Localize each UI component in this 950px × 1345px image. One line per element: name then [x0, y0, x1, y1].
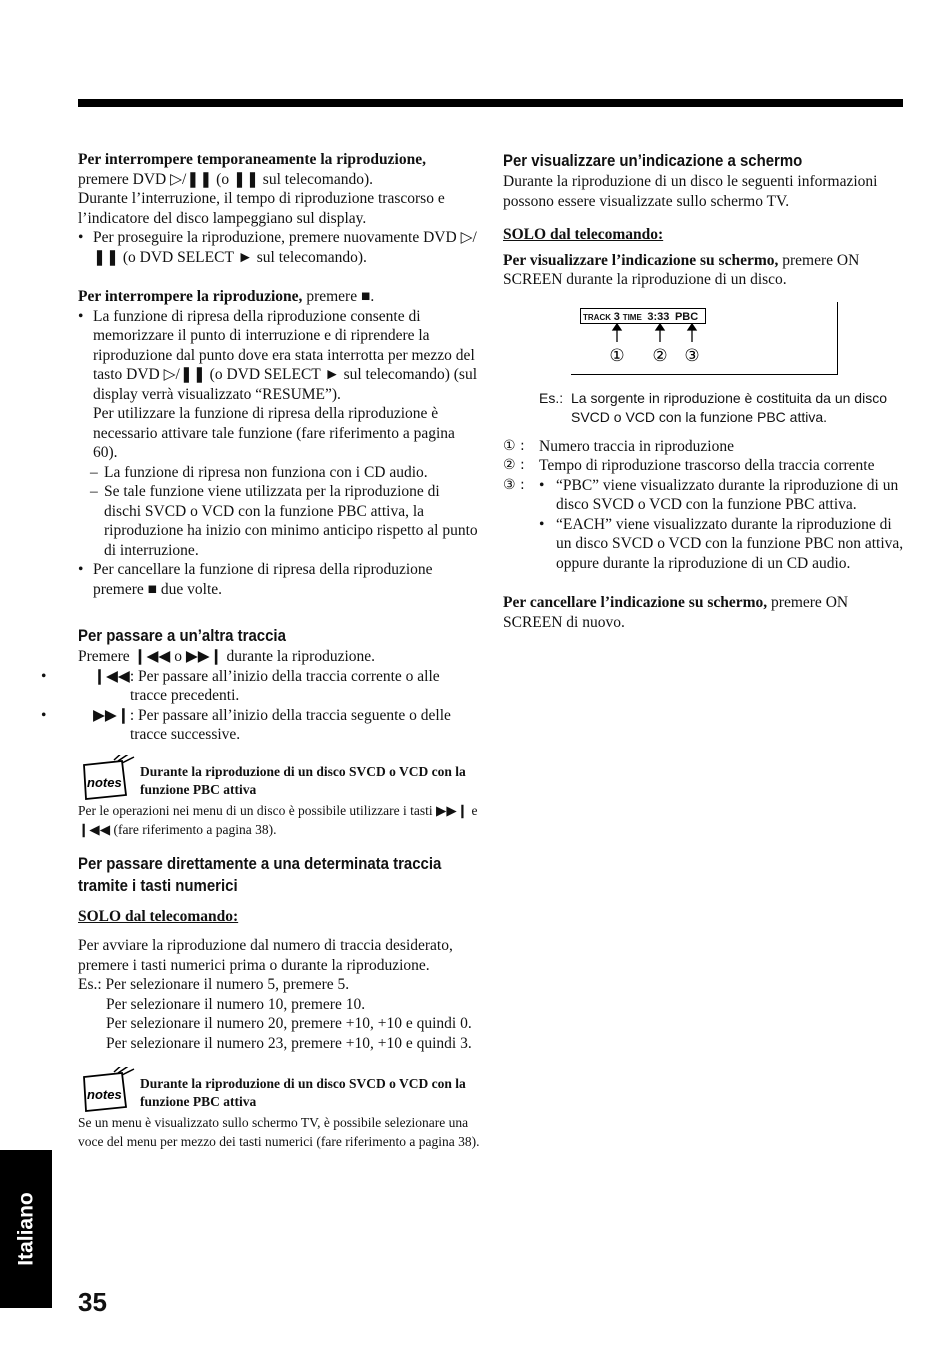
language-side-tab: [0, 1150, 52, 1308]
onscreen-instruction: [503, 251, 905, 290]
pause-line: premere DVD ▷/❚❚ (o ❚❚ sul telecomando).: [78, 170, 373, 188]
notes-icon-label: notes: [87, 1087, 122, 1102]
stop-heading: Per interrompere la riproduzione,: [78, 288, 303, 305]
resume-dash-1: – La funzione di ripresa non funziona con i CD audio.: [90, 463, 428, 481]
section-title-track: Per passare a un’altra traccia: [78, 626, 286, 645]
direct-es-2: Per selezionare il numero 10, premere 10.: [106, 995, 366, 1013]
pause-heading: Per interrompere temporaneamente la riproduzione,: [78, 151, 426, 168]
legend-marker-2: ② :: [503, 457, 525, 473]
osd-pbc: PBC: [674, 310, 699, 323]
notes-heading-2: Durante la riproduzione di un disco SVCD o VCD con la funzione PBC attiva: [140, 1076, 466, 1109]
right-column: [503, 150, 905, 632]
notes-icon: [78, 1067, 140, 1113]
legend-text-1: Numero traccia in riproduzione: [539, 437, 734, 455]
example-label: Es.:: [539, 389, 564, 406]
notes-box-1: [78, 755, 480, 801]
stop-heading-rest: premere ■.: [302, 288, 375, 305]
resume-dash-2-text: Se tale funzione viene utilizzata per la riproduzione di dischi SVCD o VCD con la funzione PBC attiva, la riproduzione ha inizio con minimo anticipo rispetto al punto di interruzione.: [104, 483, 478, 559]
page-number: 35: [78, 1287, 107, 1317]
cancel-onscreen-rest: premere ON SCREEN di nuovo.: [503, 594, 849, 631]
resume-dash-1-text: La funzione di ripresa non funziona con i CD audio.: [104, 463, 428, 481]
remote-only-label: SOLO dal telecomando:: [78, 907, 239, 925]
onscreen-instruction-rest: premere ON SCREEN durante la riproduzione di un disco.: [503, 251, 860, 288]
legend-item-1: [503, 437, 905, 457]
notes-icon-label: notes: [87, 774, 122, 790]
callout-1: ①: [609, 345, 625, 366]
legend-item-3: [503, 476, 905, 574]
direct-es-3: Per selezionare il numero 20, premere +10, +10 e quindi 0.: [106, 1015, 472, 1032]
notes-icon: [78, 755, 140, 801]
top-rule: [78, 99, 903, 107]
pause-para: Durante l’interruzione, il tempo di riproduzione trascorso e l’indicatore del disco lampeggiano sul display.: [78, 190, 445, 227]
example-text: La sorgente in riproduzione è costituita da un disco SVCD o VCD con la funzione PBC attiva.: [571, 389, 887, 425]
resume-dash-2: – Se tale funzione viene utilizzata per la riproduzione di dischi SVCD o VCD con la funzione PBC attiva, la riproduzione ha inizio con minimo anticipo rispetto al punto di interruzione.: [90, 483, 478, 559]
resume-bullet: • La funzione di ripresa della riproduzione consente di memorizzare il punto di interruzione e di riprendere la riproduzione dal punto dove era stata interrotta per mezzo del tasto DVD ▷/❚❚ (o DVD SELECT ► sul telecomando) (sul display verrà visualizzato “RESUME”).: [78, 307, 480, 405]
cancel-onscreen-bold: Per cancellare l’indicazione su schermo,: [503, 594, 768, 611]
section-title-direct-2: tramite i tasti numerici: [78, 875, 238, 895]
notes-box-2: [78, 1067, 480, 1113]
callout-2: ②: [652, 345, 668, 366]
legend-marker-3: ③ :: [503, 476, 525, 493]
direct-para: Per avviare la riproduzione dal numero di traccia desiderato, premere i tasti numerici prima o durante la riproduzione.: [78, 937, 453, 974]
language-side-tab-label: Italiano: [14, 1192, 38, 1266]
callout-3: ③: [684, 345, 700, 366]
pause-bullet: • Per proseguire la riproduzione, premere nuovamente DVD ▷/❚❚ (o DVD SELECT ► sul telecomando).: [78, 228, 480, 267]
left-column: [78, 150, 480, 1151]
direct-es-1: Es.: Per selezionare il numero 5, premere 5.: [78, 976, 350, 993]
tv-screen-illustration: [571, 302, 838, 375]
section-title-direct-1: Per passare direttamente a una determinata traccia: [78, 853, 442, 873]
onscreen-instruction-bold: Per visualizzare l’indicazione su schermo,: [503, 251, 779, 269]
direct-es-4: Per selezionare il numero 23, premere +10, +10 e quindi 3.: [106, 1034, 472, 1052]
legend-3-bullet-pbc: • “PBC” viene visualizzato durante la riproduzione di un disco SVCD o VCD con la funzione PBC attiva.: [539, 476, 905, 515]
cancel-onscreen: [503, 593, 905, 632]
notes-text-1: Per le operazioni nei menu di un disco è possibile utilizzare i tasti ▶▶❙ e ❙◀◀ (fare riferimento a pagina 38).: [78, 802, 478, 837]
cancel-resume-bullet: • Per cancellare la funzione di ripresa della riproduzione premere ■ due volte.: [78, 560, 480, 599]
osd-track-label: TRACK: [583, 312, 611, 322]
legend-3-bullet-each: • “EACH” viene visualizzato durante la riproduzione di un disco SVCD o VCD con la funzione PBC non attiva, oppure durante la riproduzione di un CD audio.: [539, 515, 905, 574]
stop-heading-line: [78, 287, 480, 307]
osd-track-number: 3: [613, 310, 620, 323]
notes-heading-1: Durante la riproduzione di un disco SVCD o VCD con la funzione PBC attiva: [140, 763, 466, 797]
osd-time-label: TIME: [622, 312, 642, 322]
example-caption: [539, 389, 905, 427]
section-title-onscreen: Per visualizzare un’indicazione a schermo: [503, 151, 803, 170]
legend-marker-1: ① :: [503, 437, 525, 454]
track-bullet-prev: • ❙◀◀: Per passare all’inizio della traccia corrente o alle tracce precedenti.: [78, 667, 480, 706]
resume-bullet-cont: Per utilizzare la funzione di ripresa della riproduzione è necessario attivare tale funzione (fare riferimento a pagina 60).: [93, 405, 455, 461]
legend-item-2: [503, 456, 905, 476]
callout-arrows: [571, 302, 837, 374]
osd-time: 3:33: [647, 310, 670, 323]
onscreen-para: Durante la riproduzione di un disco le seguenti informazioni possono essere visualizzate sullo schermo TV.: [503, 173, 878, 210]
track-bullet-next: • ▶▶❙: Per passare all’inizio della traccia seguente o delle tracce successive.: [78, 706, 480, 745]
track-line: Premere ❙◀◀ o ▶▶❙ durante la riproduzione.: [78, 648, 376, 665]
legend-text-2: Tempo di riproduzione trascorso della traccia corrente: [539, 457, 875, 474]
remote-only-label-right: SOLO dal telecomando:: [503, 226, 664, 243]
notes-text-2: Se un menu è visualizzato sullo schermo TV, è possibile selezionare una voce del menu per mezzo dei tasti numerici (fare riferimento a pagina 38).: [78, 1115, 480, 1149]
